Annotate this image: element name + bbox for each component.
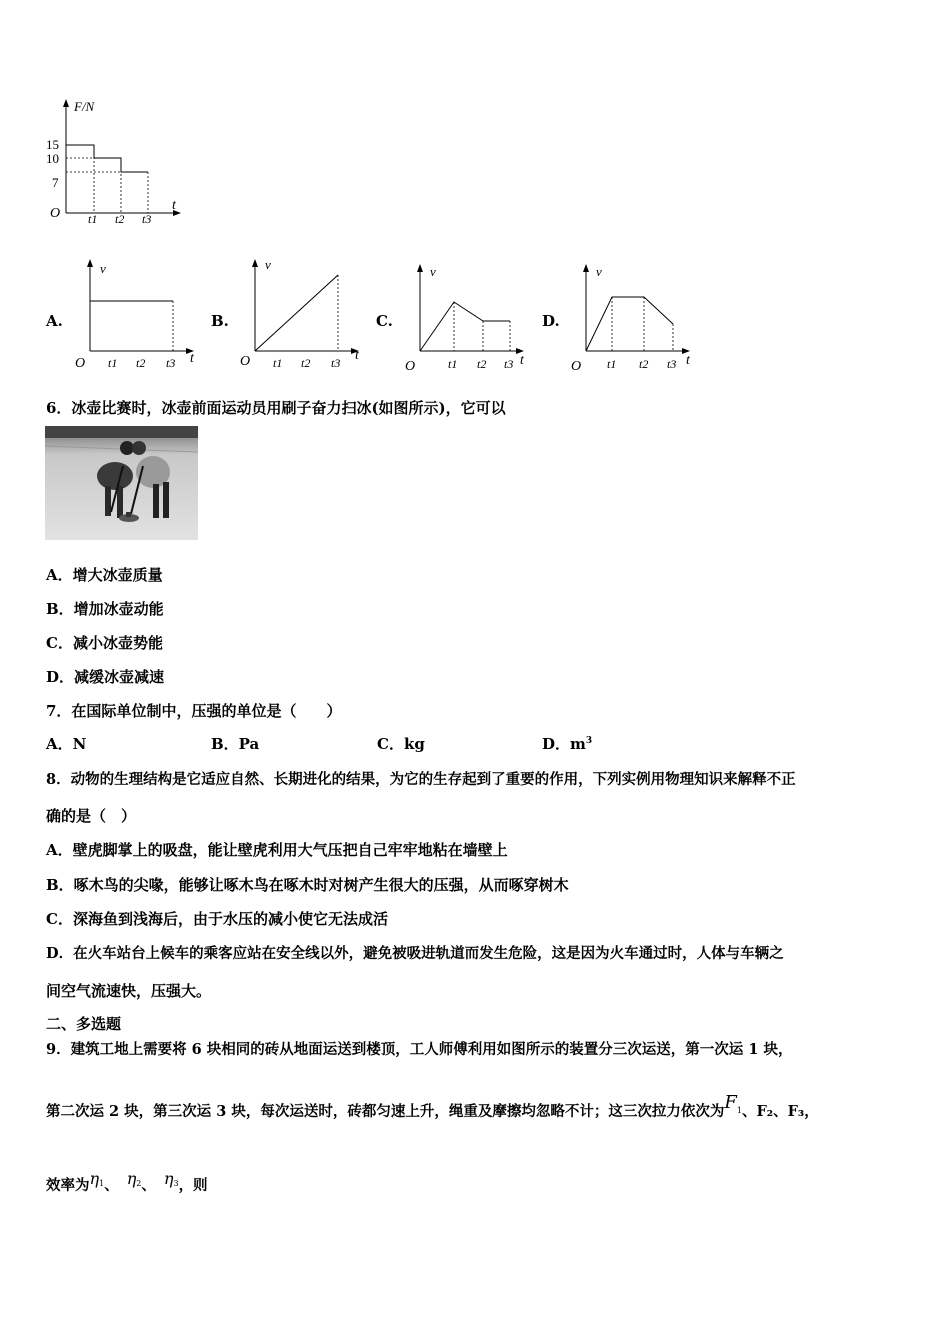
option-c-ylabel: v bbox=[430, 264, 436, 279]
origin-label: O bbox=[50, 206, 61, 221]
ytick-7: 7 bbox=[52, 175, 59, 190]
q9-f1: F bbox=[724, 1092, 737, 1113]
q9-line2-tail: 、F₂、F₃， bbox=[741, 1103, 819, 1120]
q8-stem-line1: 8．动物的生理结构是它适应自然、长期进化的结果，为它的生存起到了重要的作用，下列实例用物理知识来解释不正 bbox=[46, 771, 796, 788]
q9-eta-1-sub: 1 bbox=[99, 1179, 105, 1188]
option-d-ylabel: v bbox=[596, 264, 602, 279]
option-d-origin: O bbox=[571, 359, 582, 374]
q9-eta-1: η bbox=[89, 1169, 100, 1188]
q8-stem-line2: 确的是（ ） bbox=[46, 807, 137, 825]
q9-line3-tail: ，则 bbox=[178, 1177, 208, 1194]
option-b-xtick-t1: t1 bbox=[273, 356, 283, 370]
option-a-xtick-t3: t3 bbox=[166, 356, 176, 370]
q6-stem: 6．冰壶比赛时，冰壶前面运动员用刷子奋力扫冰(如图所示)，它可以 bbox=[46, 399, 506, 417]
xtick-t2: t2 bbox=[115, 212, 125, 226]
option-c-xtick-t1: t1 bbox=[448, 357, 458, 371]
q9-line3 bbox=[46, 1169, 208, 1195]
q7-option-d bbox=[542, 733, 592, 754]
q7-option-d-text: D．m bbox=[542, 735, 586, 753]
option-d-graph bbox=[566, 260, 701, 380]
option-b-xtick-t3: t3 bbox=[331, 356, 341, 370]
option-b-label: B. bbox=[211, 312, 229, 330]
xtick-t1: t1 bbox=[88, 212, 98, 226]
q6-option-d: D．减缓冰壶减速 bbox=[46, 668, 165, 686]
option-c-label: C. bbox=[376, 312, 393, 330]
option-a-xtick-t2: t2 bbox=[136, 356, 146, 370]
option-c-xlabel: t bbox=[520, 353, 524, 368]
force-axis-label: F/N bbox=[74, 99, 95, 114]
option-d-xtick-t3: t3 bbox=[667, 357, 677, 371]
option-c-origin: O bbox=[405, 359, 416, 374]
option-a-ylabel: v bbox=[100, 261, 106, 276]
q8-option-b: B．啄木鸟的尖喙，能够让啄木鸟在啄木时对树产生很大的压强，从而啄穿树木 bbox=[46, 876, 569, 894]
option-b-origin: O bbox=[240, 354, 251, 369]
option-b-xtick-t2: t2 bbox=[301, 356, 311, 370]
option-d-xtick-t2: t2 bbox=[639, 357, 649, 371]
q9-f1-sub: 1 bbox=[736, 1106, 742, 1115]
q9-eta-2: η bbox=[126, 1169, 137, 1188]
q6-option-c: C．减小冰壶势能 bbox=[46, 634, 163, 652]
q7-option-b: B．Pa bbox=[211, 735, 260, 753]
q8-option-d-line1: D．在火车站台上候车的乘客应站在安全线以外，避免被吸进轨道而发生危险，这是因为火车通过时，人体与车辆之 bbox=[46, 945, 784, 962]
q9-eta-3-sub: 3 bbox=[173, 1179, 179, 1188]
option-c-xtick-t3: t3 bbox=[504, 357, 514, 371]
option-a-graph bbox=[70, 255, 205, 375]
option-a-xlabel: t bbox=[190, 351, 194, 366]
section-title: 二、多选题 bbox=[46, 1015, 122, 1033]
q9-eta-2-sub: 2 bbox=[136, 1179, 142, 1188]
option-d-label: D. bbox=[542, 312, 560, 330]
option-d-xlabel: t bbox=[686, 353, 690, 368]
q8-option-a: A．壁虎脚掌上的吸盘，能让壁虎利用大气压把自己牢牢地粘在墙壁上 bbox=[46, 841, 508, 859]
option-a-label: A. bbox=[46, 312, 63, 330]
option-c-graph bbox=[400, 260, 535, 380]
q9-line2-text: 第二次运 2 块，第三次运 3 块，每次运送时，砖都匀速上升，绳重及摩擦均忽略不计；这三次拉力依次为 bbox=[46, 1103, 725, 1120]
q8-option-d-line2: 间空气流速快，压强大。 bbox=[46, 982, 212, 1000]
q9-line2 bbox=[46, 1092, 819, 1121]
time-axis-label: t bbox=[172, 198, 176, 213]
q6-option-b: B．增加冰壶动能 bbox=[46, 600, 164, 618]
option-d-xtick-t1: t1 bbox=[607, 357, 617, 371]
q6-option-a: A．增大冰壶质量 bbox=[46, 566, 163, 584]
option-b-xlabel: t bbox=[355, 348, 359, 363]
q9-line1: 9．建筑工地上需要将 6 块相同的砖从地面运送到楼顶，工人师傅利用如图所示的装置分三次运送，第一次运 1 块， bbox=[46, 1041, 793, 1058]
q9-eta-3: η bbox=[163, 1169, 174, 1188]
q9-line3-text: 效率为 bbox=[46, 1177, 90, 1194]
xtick-t3: t3 bbox=[142, 212, 152, 226]
q7-option-d-sup: 3 bbox=[585, 736, 593, 746]
option-a-xtick-t1: t1 bbox=[108, 356, 118, 370]
q9-sep-1: 、 bbox=[104, 1177, 119, 1194]
q8-option-c: C．深海鱼到浅海后，由于水压的减小使它无法成活 bbox=[46, 910, 388, 928]
curling-photo bbox=[45, 426, 198, 540]
option-b-ylabel: v bbox=[265, 257, 271, 272]
q7-option-c: C．kg bbox=[377, 735, 425, 753]
ytick-10: 10 bbox=[46, 151, 59, 166]
q9-sep-2: 、 bbox=[141, 1177, 156, 1194]
option-a-origin: O bbox=[75, 356, 86, 371]
option-b-graph bbox=[235, 255, 370, 375]
q7-stem: 7．在国际单位制中，压强的单位是（ ） bbox=[46, 702, 342, 720]
q7-option-a: A．N bbox=[46, 735, 87, 753]
ytick-15: 15 bbox=[46, 137, 59, 152]
force-time-graph bbox=[40, 95, 190, 230]
option-c-xtick-t2: t2 bbox=[477, 357, 487, 371]
